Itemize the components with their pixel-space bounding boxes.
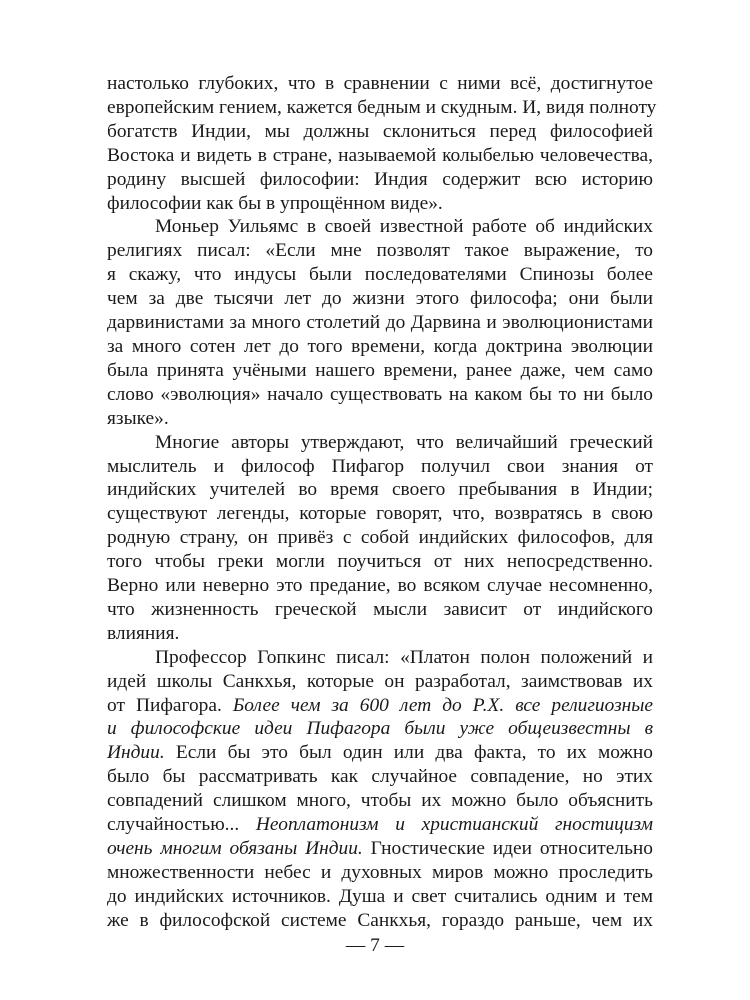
text-line: я скажу, что индусы были последователями Спинозы более [107, 264, 653, 286]
text-line: родную страну, он привёз с собой индийских философов, для [107, 527, 653, 549]
text-line-mixed [107, 837, 653, 861]
paragraph-4 [107, 646, 653, 933]
text-line-mixed [107, 694, 653, 718]
italic-run: Индии. [107, 742, 165, 764]
page-body [107, 72, 657, 933]
text-line: Востока и видеть в стране, называемой колыбелью человечества, [107, 144, 653, 166]
italic-run: Неоплатонизм и христианский гностицизм [255, 814, 653, 836]
text-line: совпадений слишком много, чтобы их можно было объяснить [107, 790, 653, 812]
text-line: языке». [107, 407, 169, 429]
text-line: дарвинистами за много столетий до Дарвина и эволюционистами [107, 312, 653, 334]
text-line: Верно или неверно это предание, во всяком случае несомненно, [107, 575, 653, 597]
italic-run: Более чем за 600 лет до Р.Х. все религиозные [232, 694, 653, 716]
text-line: Профессор Гопкинс писал: «Платон полон положений и [155, 646, 653, 668]
text-line: влияния. [107, 622, 180, 644]
text-line: индийских учителей во время своего пребывания в Индии; [107, 479, 653, 501]
paragraph-2 [107, 215, 653, 430]
text-line: же в философской системе Санкхья, гораздо раньше, чем их [107, 909, 653, 931]
text-line: чем за две тысячи лет до жизни этого философа; они были [107, 288, 653, 310]
paragraph-3 [107, 431, 653, 646]
text-line: за много сотен лет до того времени, когда доктрина эволюции [107, 335, 653, 357]
text-line: мыслитель и философ Пифагор получил свои знания от [107, 455, 653, 477]
text-line: идей школы Санкхья, которые он разработал, заимствовав их [107, 670, 653, 692]
text-line: Моньер Уильямс в своей известной работе об индийских [155, 216, 653, 238]
text-line: было бы рассматривать как случайное совпадение, но этих [107, 766, 653, 788]
paragraph-1 [107, 72, 657, 215]
text-line-mixed [107, 741, 653, 765]
text-line: родину высшей философии: Индия содержит всю историю [107, 168, 653, 190]
text-run: случайностью... [107, 814, 240, 836]
page-number: — 7 — [345, 935, 405, 956]
text-line-mixed [107, 813, 653, 837]
text-line: слово «эволюция» начало существовать на каком бы то ни было [107, 383, 653, 405]
text-line: философии как бы в упрощённом виде». [107, 192, 443, 214]
text-line: Многие авторы утверждают, что величайший греческий [155, 431, 653, 453]
text-line: европейским гением, кажется бедным и скудным. И, видя полноту [107, 96, 657, 118]
text-line: богатств Индии, мы должны склониться перед философией [107, 120, 653, 142]
text-line: существуют легенды, которые говорят, что, возвратясь в свою [107, 503, 653, 525]
text-run: Если бы это был один или два факта, то их можно [175, 742, 653, 764]
text-line: до индийских источников. Душа и свет считались одним и тем [107, 885, 653, 907]
text-line: что жизненность греческой мысли зависит от индийского [107, 598, 653, 620]
text-line: того чтобы греки могли поучиться от них непосредственно. [107, 551, 653, 573]
text-line: множественности небес и духовных миров можно проследить [107, 861, 653, 883]
text-line: была принята учёными нашего времени, ранее даже, чем само [107, 359, 653, 381]
italic-line: и философские идеи Пифагора были уже общеизвестны в [107, 718, 653, 740]
text-line: религиях писал: «Если мне позволят такое выражение, то [107, 240, 653, 262]
text-run: от Пифагора. [107, 694, 222, 716]
text-line: настолько глубоких, что в сравнении с ними всё, достигнутое [107, 73, 653, 94]
italic-run: очень многим обязаны Индии. [107, 838, 363, 859]
text-run: Гностические идеи относительно [370, 838, 653, 859]
